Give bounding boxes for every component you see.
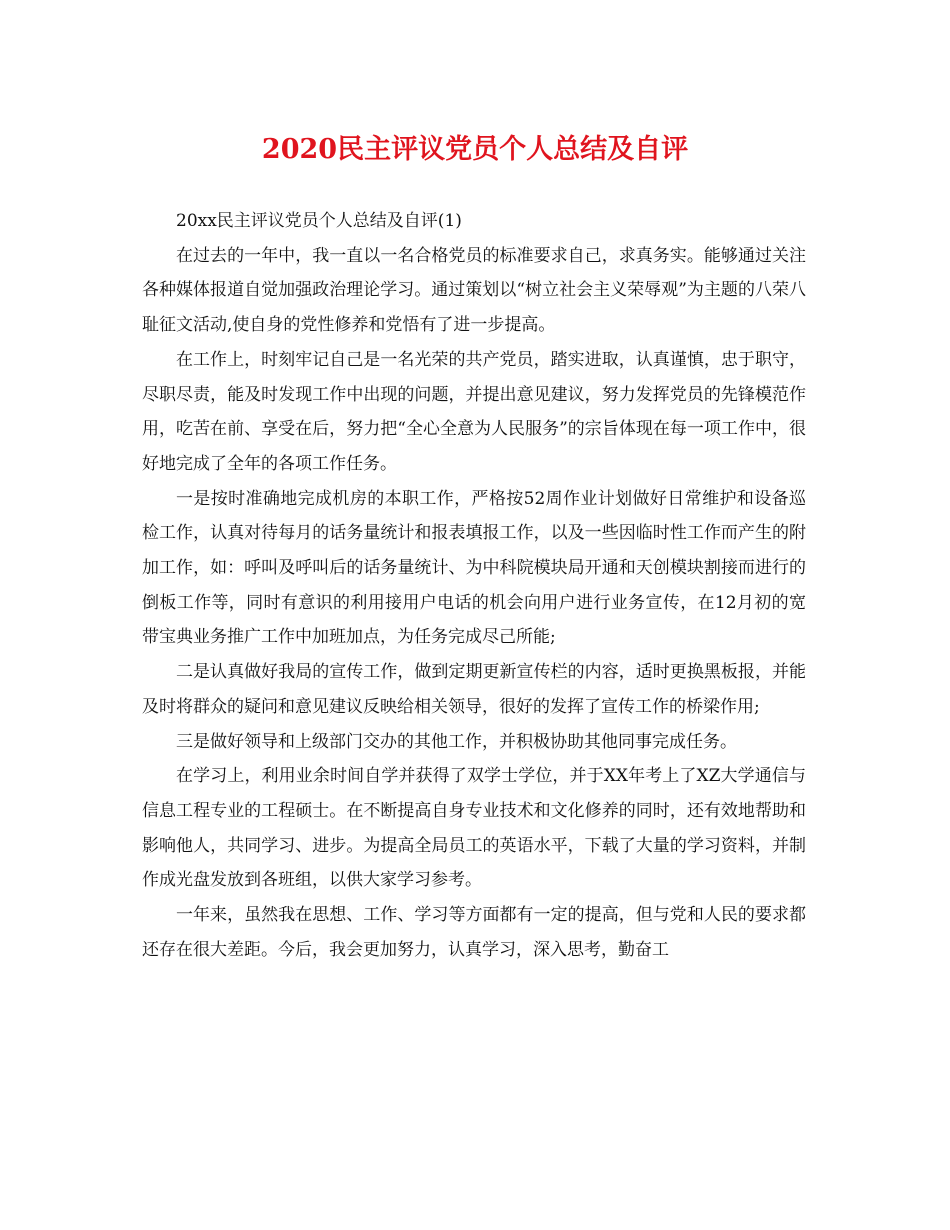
- paragraph: 三是做好领导和上级部门交办的其他工作，并积极协助其他同事完成任务。: [176, 731, 737, 752]
- document-title: 2020民主评议党员个人总结及自评: [261, 134, 689, 165]
- paragraph: 一年来，虽然我在思想、工作、学习等方面都有一定的提高，但与党和人民的要求都还存在很大差距。今后，我会更加努力，认真学习，深入思考，勤奋工: [142, 905, 806, 960]
- paragraph: 在学习上，利用业余时间自学并获得了双学士学位，并于XX年考上了XZ大学通信与信息工程专业的工程硕士。在不断提高自身专业技术和文化修养的同时，还有效地帮助和影响他人，共同学习、进步。为提高全局员工的英语水平，下载了大量的学习资料，并制作成光盘发放到各班组，以供大家学习参考。: [142, 766, 806, 891]
- paragraph: 一是按时准确地完成机房的本职工作，严格按52周作业计划做好日常维护和设备巡检工作，认真对待每月的话务量统计和报表填报工作，以及一些因临时性工作而产生的附加工作，如：呼叫及呼叫后的话务量统计、为中科院模块局开通和天创模块割接而进行的倒板工作等，同时有意识的利用接用户电话的机会向用户进行业务宣传，在12月初的宽带宝典业务推广工作中加班加点，为任务完成尽己所能;: [142, 488, 806, 648]
- paragraph-subtitle: 20xx民主评议党员个人总结及自评(1): [176, 211, 462, 231]
- document-body: [142, 204, 806, 967]
- paragraph: 二是认真做好我局的宣传工作，做到定期更新宣传栏的内容，适时更换黑板报，并能及时将群众的疑问和意见建议反映给相关领导，很好的发挥了宣传工作的桥梁作用;: [142, 662, 806, 717]
- paragraph: 在过去的一年中，我一直以一名合格党员的标准要求自己，求真务实。能够通过关注各种媒体报道自觉加强政治理论学习。通过策划以“树立社会主义荣辱观”为主题的八荣八耻征文活动,使自身的党性修养和党悟有了进一步提高。: [142, 245, 806, 336]
- paragraph: 在工作上，时刻牢记自己是一名光荣的共产党员，踏实进取，认真谨慎，忠于职守，尽职尽责，能及时发现工作中出现的问题，并提出意见建议，努力发挥党员的先锋模范作用，吃苦在前、享受在后，努力把“全心全意为人民服务”的宗旨体现在每一项工作中，很好地完成了全年的各项工作任务。: [142, 349, 806, 474]
